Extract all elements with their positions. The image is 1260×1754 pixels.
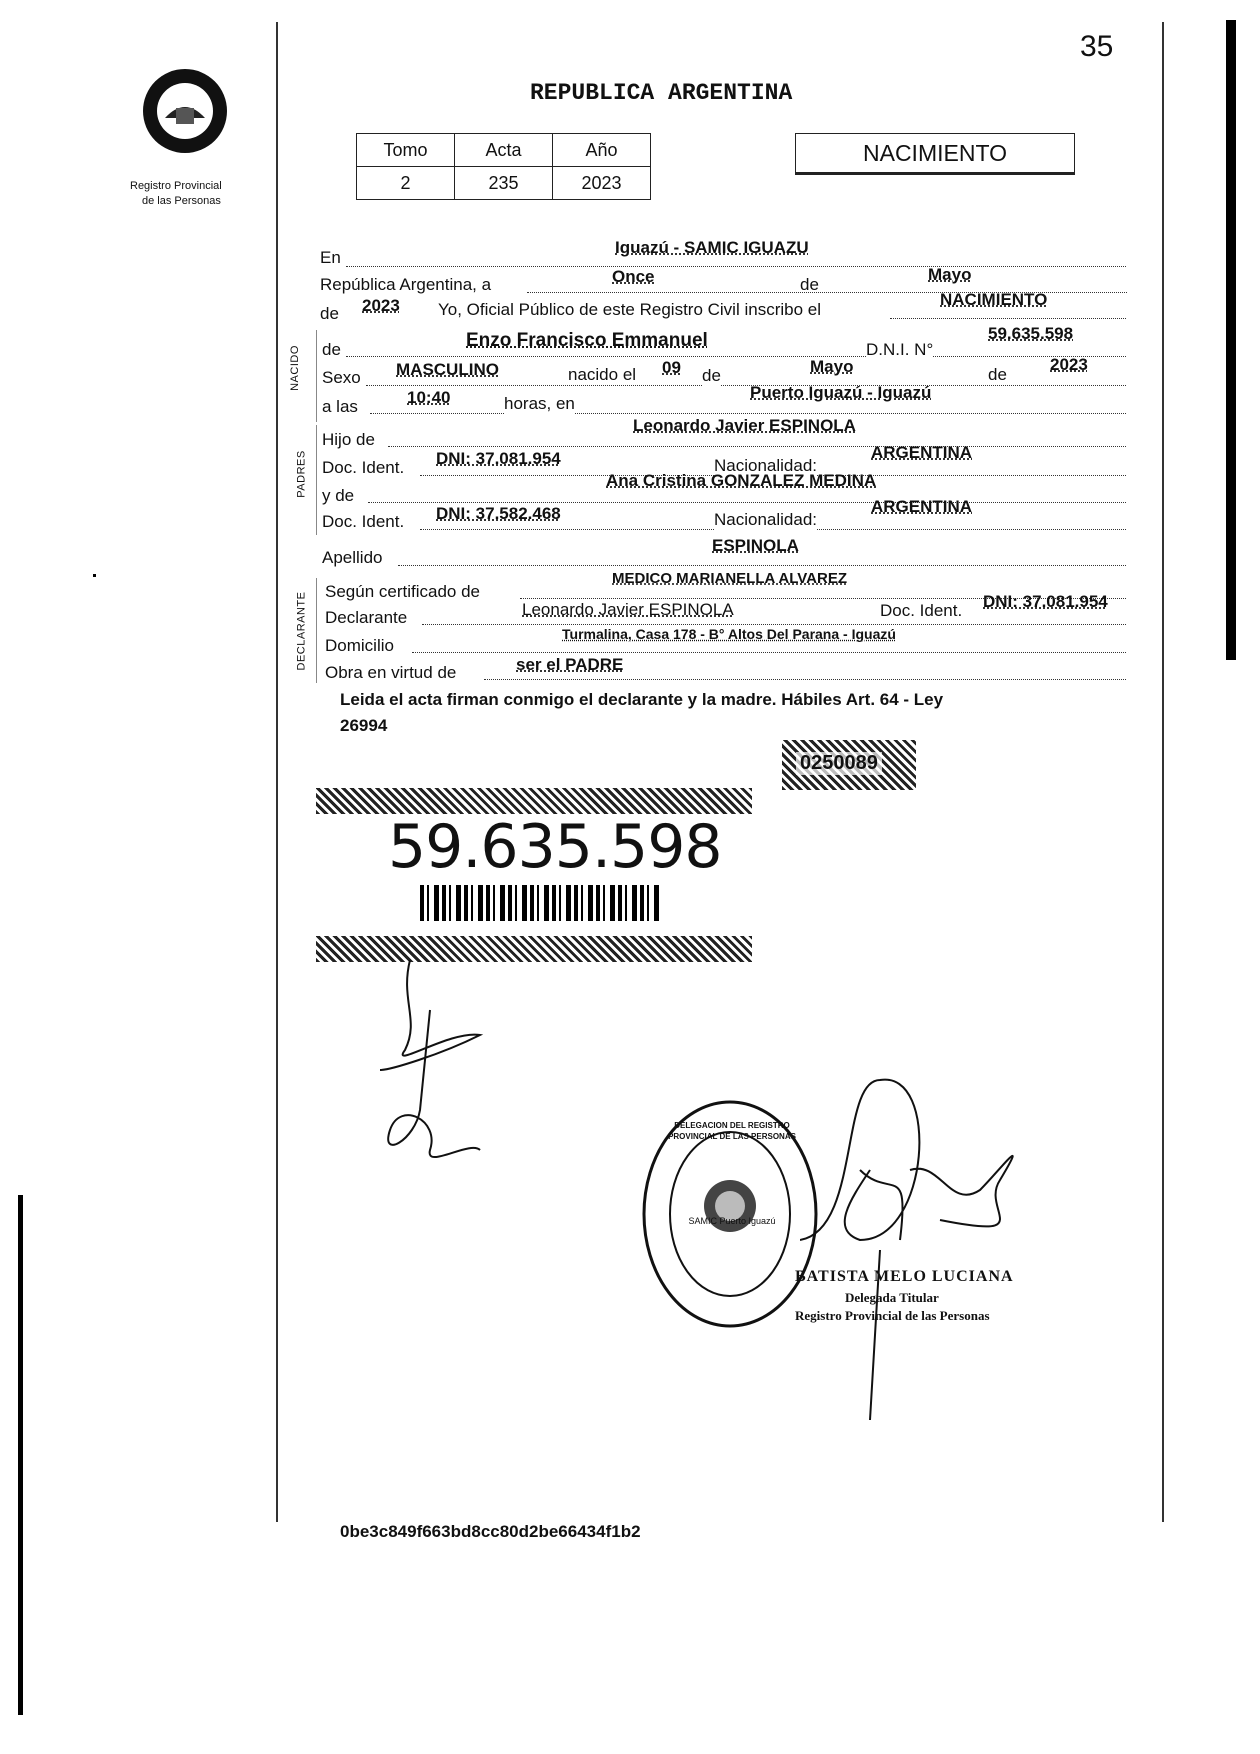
section-label-padres: PADRES — [295, 450, 308, 498]
de-label: de — [322, 340, 341, 359]
control-stamp-number: 0250089 — [796, 752, 882, 775]
stray-mark — [93, 574, 96, 577]
doc-ident-label: Doc. Ident. — [880, 601, 963, 620]
y-de-label: y de — [322, 486, 355, 505]
birth-time: 10:40 — [407, 388, 451, 407]
mother-doc: DNI: 37.582.468 — [436, 504, 561, 523]
de-label: de — [800, 275, 819, 294]
record-table — [356, 133, 651, 200]
right-edge-bar — [1226, 20, 1236, 660]
official-seal-text: DELEGACION DEL REGISTRO PROVINCIAL DE LAS PERSONAS — [668, 1121, 796, 1141]
sexo-value: MASCULINO — [396, 360, 499, 379]
table-header: Año — [553, 134, 651, 167]
logo-caption-line2: de las Personas — [142, 195, 221, 207]
month-value: Mayo — [928, 265, 972, 284]
declarante-name: Leonardo Javier ESPINOLA — [522, 600, 734, 619]
year-prefix-label: de — [320, 304, 339, 323]
father-name: Leonardo Javier ESPINOLA — [633, 416, 856, 435]
doc-ident-label: Doc. Ident. — [322, 458, 405, 477]
birth-month: Mayo — [810, 357, 854, 376]
father-nationality: ARGENTINA — [871, 443, 973, 462]
apellido-label: Apellido — [322, 548, 383, 567]
official-seal-inner-text: SAMIC Puerto Iguazú — [688, 1216, 776, 1226]
dotted-line — [366, 385, 1126, 386]
domicilio-value: Turmalina, Casa 178 - B° Altos Del Parana - Iguazú — [562, 626, 896, 642]
nacionalidad-label: Nacionalidad: — [714, 510, 818, 529]
obra-label: Obra en virtud de — [325, 663, 457, 682]
left-border-line — [276, 22, 278, 1522]
logo-caption-line1: Registro Provincial — [130, 180, 222, 192]
birth-year: 2023 — [1050, 355, 1088, 374]
dotted-line — [346, 356, 1126, 357]
official-org: Registro Provincial de las Personas — [795, 1308, 990, 1323]
inscription-value: NACIMIENTO — [940, 290, 1048, 309]
left-edge-bar — [18, 1195, 23, 1715]
dni-stamp-number: 59.635.598 — [388, 812, 722, 882]
dotted-line — [422, 624, 1126, 625]
de-label: de — [988, 365, 1007, 384]
dotted-line — [398, 565, 1126, 566]
child-name: Enzo Francisco Emmanuel — [466, 330, 708, 351]
right-border-line — [1162, 22, 1164, 1522]
mother-name: Ana Cristina GONZALEZ MEDINA — [606, 471, 877, 490]
table-header: Acta — [455, 134, 553, 167]
act-type-box — [795, 133, 1075, 175]
document-hash: 0be3c849f663bd8cc80d2be66434f1b2 — [340, 1522, 641, 1541]
obra-value: ser el PADRE — [516, 655, 624, 674]
dotted-line — [346, 266, 1126, 267]
nacionalidad-label: Nacionalidad: — [714, 456, 818, 475]
certificado-label: Según certificado de — [325, 582, 480, 601]
apellido-value: ESPINOLA — [712, 536, 799, 555]
doc-ident-label: Doc. Ident. — [322, 512, 405, 531]
dotted-line — [368, 502, 1126, 503]
table-cell: 2023 — [553, 167, 651, 200]
barcode — [420, 885, 660, 921]
day-value: Once — [612, 267, 655, 286]
section-label-declarante: DECLARANTE — [295, 591, 308, 671]
page-title: REPUBLICA ARGENTINA — [530, 80, 793, 106]
table-cell: 2 — [357, 167, 455, 200]
republica-label: República Argentina, a — [320, 275, 492, 294]
official-signature — [800, 1040, 1060, 1440]
section-label-nacido: NACIDO — [288, 345, 301, 391]
year-value: 2023 — [362, 296, 400, 315]
section-divider — [316, 330, 317, 422]
section-divider — [316, 578, 317, 683]
mother-nationality: ARGENTINA — [871, 497, 973, 516]
birth-day: 09 — [662, 358, 681, 377]
dotted-line — [890, 318, 1126, 319]
province-seal-logo — [140, 66, 230, 156]
birth-place: Puerto Iguazú - Iguazú — [750, 383, 932, 402]
de-label: de — [702, 366, 721, 385]
dotted-line — [412, 652, 1126, 653]
dni-label: D.N.I. N° — [866, 340, 934, 359]
stamp-band-bottom — [316, 936, 752, 962]
section-divider — [316, 425, 317, 535]
sexo-label: Sexo — [322, 368, 361, 387]
official-name: BATISTA MELO LUCIANA — [795, 1268, 1014, 1285]
a-las-label: a las — [322, 397, 358, 416]
declarant-signature — [360, 960, 500, 1180]
closing-line2: 26994 — [340, 716, 388, 735]
child-dni: 59.635.598 — [988, 324, 1074, 343]
official-role: Delegada Titular — [845, 1290, 939, 1305]
domicilio-label: Domicilio — [325, 636, 394, 655]
declarante-doc: DNI: 37.081.954 — [983, 592, 1108, 611]
stamp-band-top — [316, 788, 752, 814]
certificate-value: MEDICO MARIANELLA ALVAREZ — [612, 570, 847, 587]
declarante-label: Declarante — [325, 608, 408, 627]
en-label: En — [320, 248, 341, 267]
nacido-el-label: nacido el — [568, 365, 637, 384]
hijo-de-label: Hijo de — [322, 430, 375, 449]
table-header: Tomo — [357, 134, 455, 167]
place-value: Iguazú - SAMIC IGUAZU — [615, 238, 809, 257]
inscription-statement: Yo, Oficial Público de este Registro Civil inscribo el — [438, 300, 821, 319]
dotted-line — [370, 413, 1126, 414]
dotted-line — [484, 679, 1126, 680]
closing-line1: Leida el acta firman conmigo el declarante y la madre. Hábiles Art. 64 - Ley — [340, 690, 944, 709]
act-type: NACIMIENTO — [863, 140, 1007, 166]
horas-label: horas, en — [504, 394, 575, 413]
table-cell: 235 — [455, 167, 553, 200]
page-number: 35 — [1080, 30, 1114, 63]
dotted-line — [388, 446, 1126, 447]
father-doc: DNI: 37.081.954 — [436, 449, 561, 468]
